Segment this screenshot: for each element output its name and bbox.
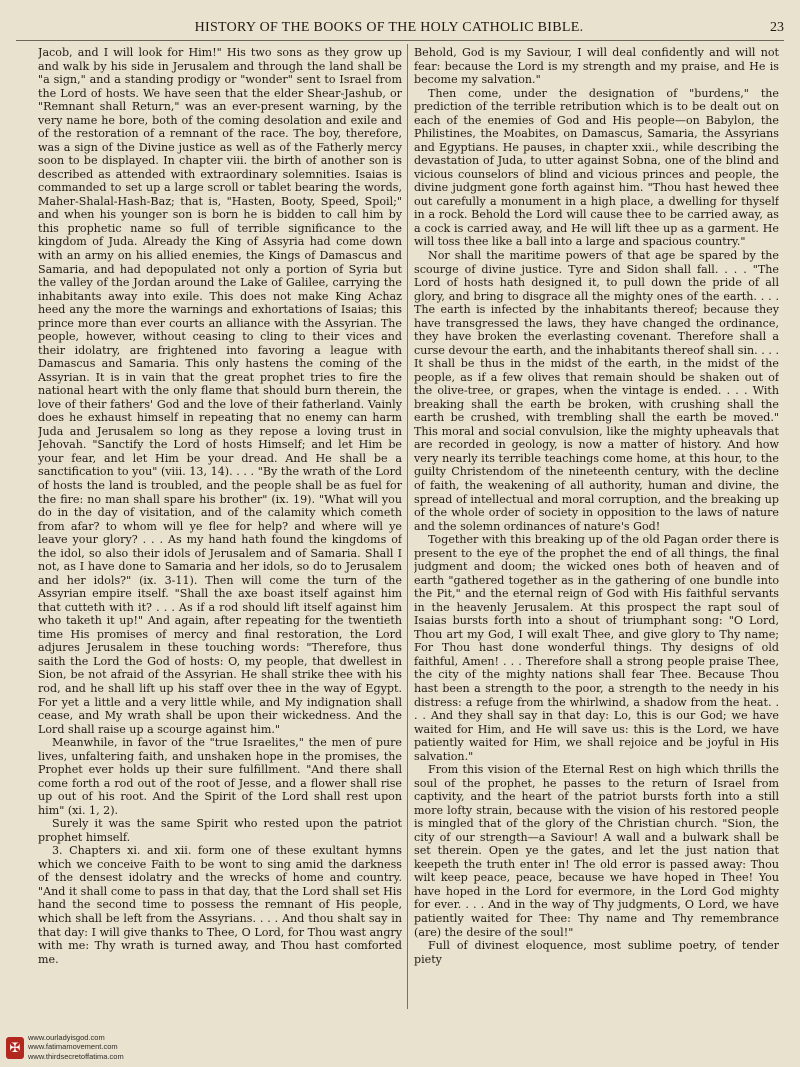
paragraph: Nor shall the maritime powers of that age be spared by the scourge of divine justice. Tyre and Sidon shall fall. . . . "The Lord of hosts hath designed it, to pull down the pride of all glory, and bring to disgrace all the mighty ones of the earth. . . . The earth is infected by the inhabitants thereof; because they have transgressed the laws, they have changed the ordinance, they have broken the everlasting covenant. Therefore shall a curse devour the earth, and the inhabitants thereof shall sin. . . . It shall be thus in the midst of the earth, in the midst of the people, as if a few olives that remain should be shaken out of the olive-tree, or grapes, when the vintage is ended. . . . With breaking shall the earth be broken, with crushing shall the earth be crushed, with trembling shall the earth be moved." This moral and social convulsion, like the mighty upheavals that are recorded in geology, is now a matter of history. And how very nearly its terrible teachings come home, at this hour, to the guilty Christendom of the nineteenth century, with the decline of faith, the weakening of all authority, human and divine, the spread of intellectual and moral corruption, and the breaking up of the whole order of society in opposition to the laws of nature and the solemn ordinances of nature's God! [414, 248, 779, 533]
left-column [38, 46, 402, 1007]
column-divider [407, 44, 408, 1009]
watermark-url: www.thirdsecretoffatima.com [28, 1051, 124, 1061]
paragraph: Together with this breaking up of the old Pagan order there is present to the eye of the prophet the end of all things, the final judgment and doom; the wicked ones both of heaven and of earth "gathered together as in the gathering of one bundle into the Pit," and the eternal reign of God with His faithful servants in the heavenly Jerusalem. At this prospect the rapt soul of Isaias bursts forth into a shout of triumphant song: "O Lord, Thou art my God, I will exalt Thee, and give glory to Thy name; For Thou hast done wonderful things. Thy designs of old faithful, Amen! . . . Therefore shall a strong people praise Thee, the city of the mighty nations shall fear Thee. Because Thou hast been a strength to the poor, a strength to the needy in his distress: a refuge from the whirlwind, a shadow from the heat. . . . And they shall say in that day: Lo, this is our God; we have waited for Him, and He will save us: this is the Lord, we have patiently waited for Him, we shall rejoice and be joyful in His salvation." [414, 533, 779, 763]
watermark-url: www.fatimamovement.com [28, 1042, 118, 1052]
right-column [414, 46, 779, 1007]
paragraph: Behold, God is my Saviour, I will deal confidently and will not fear: because the Lord is my strength and my praise, and He is become my salvation." [414, 46, 779, 87]
paragraph: Jacob, and I will look for Him!" His two sons as they grow up and walk by his side in Jerusalem and through the land shall be "a sign," and a standing prodigy or "wonder" sent to Israel from the Lord of hosts. We have seen that the elder Shear-Jashub, or "Remnant shall Return," was an ever-present warning, by the very name he bore, both of the coming desolation and exile and of the restoration of a remnant of the race. The boy, therefore, was a sign of the Divine justice as well as of the Fatherly mercy soon to be displayed. In chapter viii. the birth of another son is described as attended with extraordinary solemnities. Isaias is commanded to set up a large scroll or tablet bearing the words, Maher-Shalal-Hash-Baz; that is, "Hasten, Booty, Speed, Spoil;" and when his younger son is born he is bidden to call him by this prophetic name so full of terrible significance to the kingdom of Juda. Already the King of Assyria had come down with an army on his allied enemies, the Kings of Damascus and Samaria, and had depopulated not only a portion of Syria but the valley of the Jordan around the Lake of Galilee, carrying the inhabitants away into exile. This does not make King Achaz heed any the more the warnings and exhortations of Isaias; this prince more than ever courts an alliance with the Assyrian. The people, however, without ceasing to cling to their vices and their idolatry, are frightened into favoring a league with Damascus and Samaria. This only hastens the coming of the Assyrian. It is in vain that the great prophet tries to fire the national heart with the only flame that should burn therein, the love of their fathers' God and the love of their fatherland. Vainly does he exhaust himself in repeating that no enemy can harm Juda and Jerusalem so long as they repose a loving trust in Jehovah. "Sanctify the Lord of hosts Himself; and let Him be your fear, and let Him be your dread. And He shall be a sanctification to you" (viii. 13, 14). . . . "By the wrath of the Lord of hosts the land is troubled, and the people shall be as fuel for the fire: no man shall spare his brother" (ix. 19). "What will you do in the day of visitation, and of the calamity which cometh from afar? to whom will ye flee for help? and where will ye leave your glory? . . . As my hand hath found the kingdoms of the idol, so also their idols of Jerusalem and of Samaria. Shall I not, as I have done to Samaria and her idols, so do to Jerusalem and her idols?" (ix. 3-11). Then will come the turn of the Assyrian empire itself. "Shall the axe boast itself against him that cutteth with it? . . . As if a rod should lift itself against him who taketh it up!" And again, after repeating for the twentieth time His promises of mercy and final restoration, the Lord adjures Jerusalem in these touching words: "Therefore, thus saith the Lord the God of hosts: O, my people, that dwellest in Sion, be not afraid of the Assyrian. He shall strike thee with his rod, and he shall lift up his staff over thee in the way of Egypt. For yet a little and a very little while, and My indignation shall cease, and My wrath shall be upon their wickedness. And the Lord shall raise up a scourge against him." [38, 46, 402, 736]
paragraph: Meanwhile, in favor of the "true Israelites," the men of pure lives, unfaltering faith, and unshaken hope in the promises, the Prophet ever holds up their sure fulfillment. "And there shall come forth a rod out of the root of Jesse, and a flower shall rise up out of his root. And the Spirit of the Lord shall rest upon him" (xi. 1, 2). [38, 736, 402, 817]
paragraph: Surely it was the same Spirit who rested upon the patriot prophet himself. [38, 817, 402, 844]
paragraph: Full of divinest eloquence, most sublime poetry, of tender piety [414, 939, 779, 966]
running-header [16, 14, 784, 41]
watermark-url: www.ourladyisgod.com [28, 1032, 105, 1042]
paragraph: 3. Chapters xi. and xii. form one of these exultant hymns which we conceive Faith to be wont to sing amid the darkness of the densest idolatry and the wrecks of home and country. "And it shall come to pass in that day, that the Lord shall set His hand the second time to possess the remnant of His people, which shall be left from the Assyrians. . . . And thou shalt say in that day: I will give thanks to Thee, O Lord, for Thou wast angry with me: Thy wrath is turned away, and Thou hast comforted me. [38, 844, 402, 966]
crest-icon: ✠ [6, 1037, 24, 1059]
page-number: 23 [770, 20, 784, 35]
paragraph: Then come, under the designation of "burdens," the prediction of the terrible retribution which is to be dealt out on each of the enemies of God and His people—on Babylon, the Philistines, the Moabites, on Damascus, Samaria, the Assyrians and Egyptians. He pauses, in chapter xxii., while describing the devastation of Juda, to utter against Sobna, one of the blind and vicious counselors of blind and vicious princes and people, the divine judgment gone forth against him. "Thou hast hewed thee out carefully a monument in a high place, a dwelling for thyself in a rock. Behold the Lord will cause thee to be carried away, as a cock is carried away, and He will lift thee up as a garment. He will toss thee like a ball into a large and spacious country." [414, 86, 779, 249]
watermark-urls [28, 1033, 124, 1061]
running-title: HISTORY OF THE BOOKS OF THE HOLY CATHOLIC BIBLE. [194, 20, 584, 35]
paragraph: From this vision of the Eternal Rest on high which thrills the soul of the prophet, he passes to the return of Israel from captivity, and the heart of the patriot bursts forth into a still more lofty strain, because with the vision of his restored people is mingled that of the glory of the Christian church. "Sion, the city of our strength—a Saviour! A wall and a bulwark shall be set therein. Open ye the gates, and let the just nation that keepeth the truth enter in! The old error is passed away: Thou wilt keep peace, peace, because we have hoped in Thee! You have hoped in the Lord for evermore, in the Lord God mighty for ever. . . . And in the way of Thy judgments, O Lord, we have patiently waited for Thee: Thy name and Thy remembrance (are) the desire of the soul!" [414, 763, 779, 939]
